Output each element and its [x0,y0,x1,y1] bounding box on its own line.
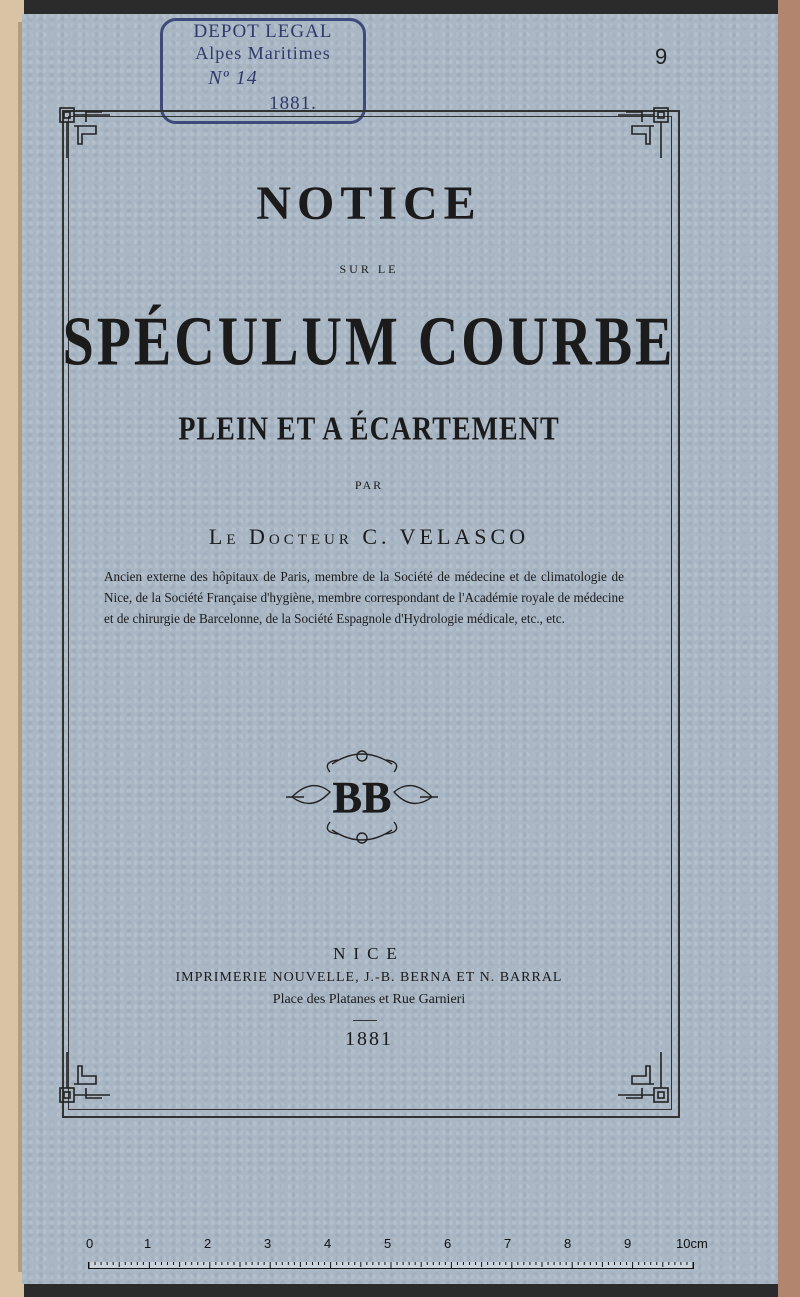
divider-rule [353,1020,377,1021]
stamp-line-2: Alpes Maritimes [195,43,331,63]
corner-ornament-icon [56,1048,114,1106]
ruler-label: 5 [384,1236,392,1251]
stamp-line-4: 1881. [269,93,317,114]
imprint-city: NICE [333,944,405,963]
imprint-year: 1881 [345,1028,393,1050]
ruler-label: 9 [624,1236,632,1251]
printer-monogram-icon [282,742,442,852]
ruler-label: 3 [264,1236,272,1251]
author-name: Le Docteur C. VELASCO [208,524,530,549]
ruler-label: 4 [324,1236,332,1251]
monogram-letters: BB [332,773,392,822]
imprint-printer: IMPRIMERIE NOUVELLE, J.-B. BERNA ET N. BARRAL [175,970,563,985]
ruler-label: 10cm [676,1236,708,1251]
corner-ornament-icon [56,104,114,162]
page-title: SPÉCULUM COURBE [62,303,676,381]
ruler-scale-bar [88,1262,694,1269]
author-credentials: Ancien externe des hôpitaux de Paris, membre de la Société de médecine et de climatologie de Nice, de la Société Française d'hygiène, membre correspondant de l'Académie royale de médecine et de chirurgie de Barcelonne, de la Société Espagnole d'Hydrologie médicale, etc., etc. [104,569,624,626]
stamp-line-3: Nº 14 [208,67,258,89]
ruler-label: 6 [444,1236,452,1251]
heading-sur-le: SUR LE [339,262,399,276]
page-subtitle: PLEIN ET A ÉCARTEMENT [178,410,560,448]
page-number: 9 [655,44,668,69]
ruler-label: 1 [144,1236,152,1251]
heading-notice: NOTICE [256,177,482,230]
ruler-label: 7 [504,1236,512,1251]
imprint-address: Place des Platanes et Rue Garnieri [272,992,466,1007]
measurement-ruler [88,1236,716,1282]
stamp-line-1: DEPOT LEGAL [193,21,333,42]
heading-par: PAR [354,478,384,492]
corner-ornament-icon [614,1048,672,1106]
ruler-label: 0 [86,1236,94,1251]
ruler-label: 2 [204,1236,212,1251]
legal-deposit-stamp [160,18,366,124]
ruler-label: 8 [564,1236,572,1251]
page-right-edge [778,0,800,1297]
corner-ornament-icon [614,104,672,162]
